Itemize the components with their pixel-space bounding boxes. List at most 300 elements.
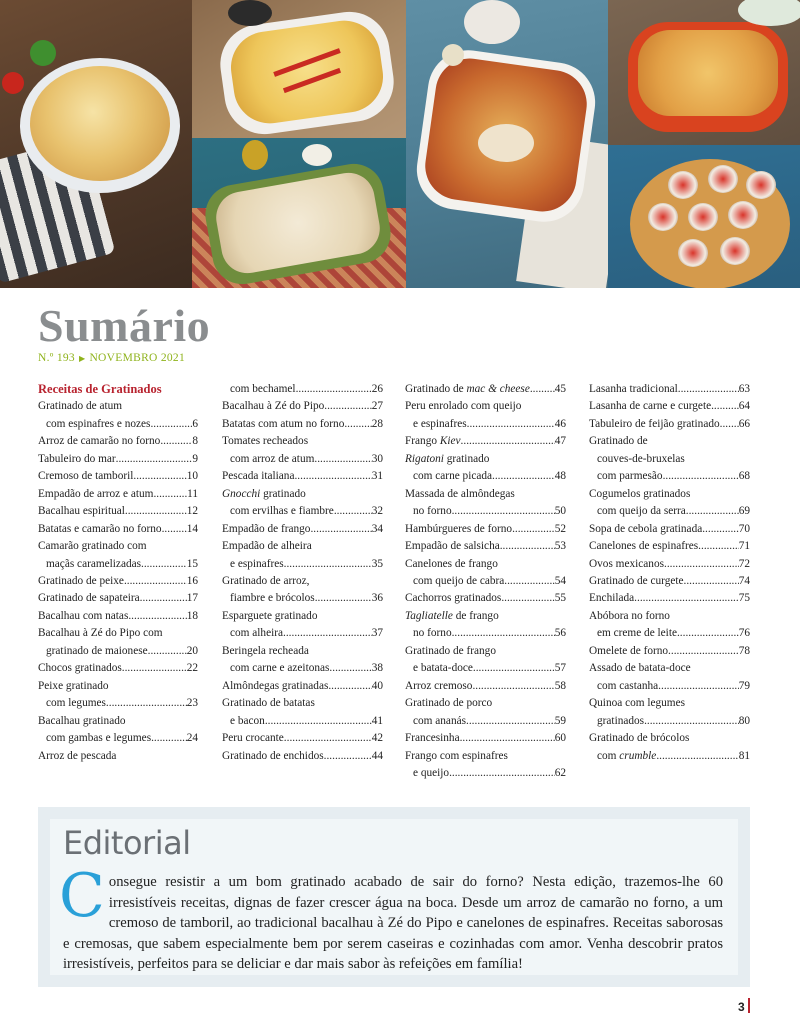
dot-leader [296, 381, 372, 398]
toc-entry-title: Tabuleiro do mar [38, 452, 116, 465]
dot-leader [124, 573, 187, 590]
editorial-text [59, 861, 723, 975]
toc-entry-title: Enchilada [589, 592, 635, 605]
toc-entry-title: com alheira [230, 627, 284, 640]
toc-entry[interactable] [222, 608, 383, 625]
toc-entry[interactable] [405, 416, 566, 433]
toc-entry[interactable] [222, 695, 383, 712]
toc-entry[interactable] [405, 678, 566, 695]
toc-entry[interactable] [589, 695, 750, 712]
toc-entry[interactable] [589, 713, 750, 730]
dot-leader [344, 416, 371, 433]
toc-entry-title: com ervilhas e fiambre [230, 505, 334, 518]
dot-leader [663, 468, 739, 485]
toc-entry[interactable] [38, 748, 198, 765]
dot-leader [141, 556, 187, 573]
toc-entry-title: Gratinado de frango [405, 644, 496, 657]
dot-leader [106, 695, 187, 712]
toc-page-number: 27 [371, 400, 383, 413]
dot-leader [324, 748, 372, 765]
toc-entry[interactable] [222, 468, 383, 485]
toc-entry-title: Peixe gratinado [38, 679, 109, 692]
dot-leader [140, 590, 187, 607]
toc-entry-title: Chocos gratinados [38, 662, 122, 675]
toc-page-number: 48 [554, 470, 566, 483]
dot-leader [162, 521, 187, 538]
toc-entry[interactable] [38, 730, 198, 747]
toc-entry[interactable] [38, 538, 198, 555]
toc-entry[interactable] [589, 521, 750, 538]
toc-entry-title: Batatas e camarão no forno [38, 522, 162, 535]
toc-entry[interactable] [38, 643, 198, 660]
dot-leader [686, 503, 739, 520]
toc-entry-title: com gambas e legumes [46, 732, 152, 745]
toc-page-number: 44 [371, 749, 383, 762]
dot-leader [711, 398, 739, 415]
toc-entry[interactable] [38, 695, 198, 712]
toc-entry-title: Esparguete gratinado [222, 609, 318, 622]
toc-page-number: 6 [192, 417, 198, 430]
dot-leader [501, 590, 554, 607]
toc-entry[interactable] [405, 590, 566, 607]
toc-entry[interactable] [222, 451, 383, 468]
toc-entry-title: Bacalhau gratinado [38, 714, 126, 727]
dot-leader [504, 573, 554, 590]
toc-entry[interactable] [222, 556, 383, 573]
stuffed-mushrooms-photo [608, 145, 800, 288]
toc-entry[interactable] [222, 660, 383, 677]
dot-leader [150, 416, 192, 433]
toc-entry[interactable] [38, 556, 198, 573]
toc-page-number: 42 [371, 732, 383, 745]
toc-entry-title: Bacalhau com natas [38, 609, 129, 622]
toc-entry[interactable] [38, 590, 198, 607]
toc-entry-title: Sopa de cebola gratinada [589, 522, 703, 535]
toc-entry[interactable] [222, 713, 383, 730]
toc-entry[interactable] [222, 521, 383, 538]
toc-entry-title: Empadão de arroz e atum [38, 487, 154, 500]
dot-leader [634, 590, 739, 607]
toc-page-number: 36 [371, 592, 383, 605]
toc-entry-title: e espinafres [413, 417, 467, 430]
toc-entry-title: no forno [413, 627, 452, 640]
page-title: Sumário [38, 300, 211, 351]
rice-gratin-photo [192, 138, 406, 288]
toc-entry[interactable] [222, 625, 383, 642]
toc-entry[interactable] [222, 748, 383, 765]
toc-entry[interactable] [38, 416, 198, 433]
toc-page-number: 26 [371, 383, 383, 395]
toc-entry[interactable] [405, 573, 566, 590]
toc-entry[interactable] [38, 678, 198, 695]
toc-page-number: 63 [738, 383, 750, 395]
toc-entry-title: Gnocchi gratinado [222, 487, 306, 500]
toc-entry-title: Canelones de espinafres [589, 540, 699, 553]
toc-page-number: 9 [192, 452, 198, 465]
toc-entry[interactable] [405, 538, 566, 555]
toc-entry[interactable] [38, 573, 198, 590]
toc-page-number: 62 [554, 766, 566, 779]
toc-entry-title: Pescada italiana [222, 470, 295, 483]
red-baking-dish-photo [608, 0, 800, 145]
editorial-title: Editorial [63, 824, 191, 862]
dot-leader [315, 590, 372, 607]
toc-entry-title: Bacalhau à Zé do Pipo com [38, 627, 163, 640]
toc-page-number: 50 [554, 505, 566, 518]
toc-entry[interactable] [405, 660, 566, 677]
toc-page-number: 47 [554, 435, 566, 448]
toc-entry-title: Peru crocante [222, 732, 284, 745]
triangle-icon: ▶ [78, 354, 86, 363]
toc-entry-title: Batatas com atum no forno [222, 417, 345, 430]
dot-leader [452, 503, 555, 520]
dot-leader [656, 748, 738, 765]
toc-entry-title: Arroz de pescada [38, 749, 117, 762]
toc-entry[interactable] [589, 416, 750, 433]
toc-entry[interactable] [589, 660, 750, 677]
toc-entry-title: Assado de batata-doce [589, 662, 691, 675]
dot-leader [500, 538, 555, 555]
toc-column-4 [589, 381, 750, 765]
toc-entry-title: e espinafres [230, 557, 284, 570]
toc-entry[interactable] [589, 748, 750, 765]
dot-leader [452, 625, 555, 642]
toc-entry-title: couves-de-bruxelas [597, 452, 685, 465]
toc-page-number: 57 [554, 662, 566, 675]
dot-leader [160, 433, 192, 450]
toc-entry[interactable] [405, 503, 566, 520]
toc-page-number: 68 [738, 470, 750, 483]
toc-entry-title: Tabuleiro de feijão gratinado [589, 417, 720, 430]
toc-page-number: 10 [186, 470, 198, 483]
toc-entry-title: Gratinado de [589, 435, 648, 448]
editorial-body: onsegue resistir a um bom gratinado acabado de sair do forno? Nesta edição, trazemos-lhe 60 irresistíveis receitas, dignas de fazer crescer água na boca. Desde um arroz de camarão no forno, a um cremoso de tamboril, ao tradicional bacalhau à Zé do Pipo e canelones de espinafres. Receitas saborosas e cremosas, que sabem especialmente bem por serem caseiras e cozinhadas com amor. Venha descobrir pratos irresistíveis, perfeitos para se deliciar e dar mais sabor às refeições em família! [63, 874, 723, 972]
toc-entry[interactable] [405, 643, 566, 660]
toc-entry-title: e batata-doce [413, 662, 473, 675]
toc-entry[interactable] [222, 486, 383, 503]
sausage-gratin-photo [406, 0, 608, 288]
toc-page-number: 78 [738, 644, 750, 657]
toc-entry[interactable] [405, 468, 566, 485]
toc-entry[interactable] [405, 433, 566, 450]
toc-entry[interactable] [405, 625, 566, 642]
dot-leader [530, 381, 555, 398]
toc-column-2 [222, 381, 383, 765]
toc-page-number: 45 [554, 383, 566, 395]
toc-entry[interactable] [38, 625, 198, 642]
toc-entry[interactable] [589, 538, 750, 555]
toc-entry-title: Cremoso de tamboril [38, 470, 134, 483]
dot-leader [310, 521, 371, 538]
toc-page-number: 81 [738, 749, 750, 762]
toc-page-number: 20 [186, 644, 198, 657]
toc-entry-title: com ananás [413, 714, 467, 727]
toc-entry[interactable] [405, 556, 566, 573]
toc-entry-title: Lasanha de carne e curgete [589, 400, 712, 413]
toc-entry-title: Canelones de frango [405, 557, 498, 570]
toc-entry-title: Cachorros gratinados [405, 592, 502, 605]
toc-page-number: 58 [554, 679, 566, 692]
page-number: 3 [738, 1000, 745, 1014]
toc-entry-title: Hambúrgueres de forno [405, 522, 513, 535]
dot-leader [472, 678, 554, 695]
dot-leader [492, 468, 555, 485]
toc-entry-title: Arroz cremoso [405, 679, 473, 692]
toc-entry-title: Gratinado de sapateira [38, 592, 140, 605]
toc-column-3 [405, 381, 566, 782]
toc-page-number: 71 [738, 540, 750, 553]
toc-page-number: 69 [738, 505, 750, 518]
toc-page-number: 66 [738, 417, 750, 430]
toc-entry-title: Frango com espinafres [405, 749, 508, 762]
toc-entry-title: Gratinado de peixe [38, 574, 124, 587]
toc-entry-title: com arroz de atum [230, 452, 315, 465]
toc-page-number: 55 [554, 592, 566, 605]
dot-leader [460, 730, 555, 747]
toc-entry-title: Ovos mexicanos [589, 557, 664, 570]
toc-entry[interactable] [589, 468, 750, 485]
dot-leader [702, 521, 738, 538]
toc-entry[interactable] [589, 730, 750, 747]
toc-entry-title: gratinado de maionese [46, 644, 148, 657]
toc-entry-title: Camarão gratinado com [38, 540, 147, 553]
toc-entry[interactable] [405, 451, 566, 468]
toc-entry-title: com queijo de cabra [413, 574, 505, 587]
toc-entry-title: Gratinado de mac & cheese [405, 383, 530, 395]
dot-leader [265, 713, 372, 730]
toc-entry[interactable] [405, 486, 566, 503]
toc-entry[interactable] [589, 643, 750, 660]
toc-entry[interactable] [589, 556, 750, 573]
dot-leader [133, 468, 186, 485]
toc-entry-title: com queijo da serra [597, 505, 686, 518]
toc-entry-title: Bacalhau espiritual [38, 505, 125, 518]
toc-entry-title: Empadão de alheira [222, 540, 312, 553]
toc-entry[interactable] [405, 521, 566, 538]
toc-entry-title: com espinafres e nozes [46, 417, 151, 430]
toc-page-number: 18 [186, 609, 198, 622]
toc-entry[interactable] [589, 381, 750, 398]
issue-date: NOVEMBRO 2021 [89, 352, 186, 364]
dot-leader [328, 678, 371, 695]
toc-entry[interactable] [222, 416, 383, 433]
toc-entry[interactable] [589, 433, 750, 450]
toc-entry[interactable] [38, 521, 198, 538]
toc-page-number: 14 [186, 522, 198, 535]
toc-entry[interactable] [38, 713, 198, 730]
toc-page-number: 64 [738, 400, 750, 413]
mashed-potato-gratin-photo [192, 0, 406, 138]
dot-leader [677, 625, 739, 642]
dot-leader [329, 660, 371, 677]
toc-entry[interactable] [589, 451, 750, 468]
dot-leader [122, 660, 187, 677]
toc-entry-title: Gratinado de brócolos [589, 732, 690, 745]
toc-entry-title: Gratinado de atum [38, 400, 123, 413]
toc-page-number: 16 [186, 574, 198, 587]
toc-entry[interactable] [405, 381, 566, 398]
dot-leader [668, 643, 739, 660]
toc-entry-title: Bacalhau à Zé do Pipo [222, 400, 325, 413]
dot-leader [512, 521, 555, 538]
dot-leader [658, 678, 739, 695]
toc-page-number: 8 [192, 435, 198, 448]
toc-page-number: 79 [738, 679, 750, 692]
toc-entry[interactable] [38, 451, 198, 468]
toc-entry[interactable] [589, 625, 750, 642]
dot-leader [151, 730, 187, 747]
toc-entry[interactable] [38, 433, 198, 450]
toc-page-number: 60 [554, 732, 566, 745]
toc-page-number: 59 [554, 714, 566, 727]
dot-leader [284, 730, 372, 747]
toc-entry[interactable] [38, 468, 198, 485]
toc-entry-title: Gratinado de curgete [589, 574, 684, 587]
dot-leader [283, 625, 372, 642]
toc-entry[interactable] [222, 643, 383, 660]
toc-entry-title: Gratinado de enchidos [222, 749, 324, 762]
toc-entry[interactable] [222, 573, 383, 590]
toc-page-number: 72 [738, 557, 750, 570]
toc-entry[interactable] [405, 608, 566, 625]
toc-entry[interactable] [589, 503, 750, 520]
toc-entry[interactable] [589, 608, 750, 625]
toc-page-number: 70 [738, 522, 750, 535]
toc-page-number: 24 [186, 732, 198, 745]
toc-entry-title: Almôndegas gratinadas [222, 679, 329, 692]
toc-page-number: 22 [186, 662, 198, 675]
section-heading: Receitas de Gratinados [38, 382, 162, 396]
toc-entry[interactable] [222, 730, 383, 747]
dot-leader [473, 660, 555, 677]
toc-entry[interactable] [589, 398, 750, 415]
toc-entry[interactable] [222, 503, 383, 520]
toc-entry-title: Massada de almôndegas [405, 487, 515, 500]
issue-info [38, 352, 185, 364]
drop-cap: C [59, 861, 105, 931]
toc-page-number: 74 [738, 574, 750, 587]
dot-leader [684, 573, 739, 590]
toc-page-number: 32 [371, 505, 383, 518]
toc-entry[interactable] [222, 678, 383, 695]
dot-leader [128, 608, 186, 625]
toc-entry-title: Quinoa com legumes [589, 697, 686, 710]
toc-column-1 [38, 381, 198, 765]
toc-entry[interactable] [405, 765, 566, 782]
toc-entry-title: no forno [413, 505, 452, 518]
toc-page-number: 41 [371, 714, 383, 727]
potato-gratin-photo [0, 0, 192, 288]
toc-entry[interactable] [38, 660, 198, 677]
toc-entry[interactable] [589, 590, 750, 607]
toc-entry-title: fiambre e brócolos [230, 592, 315, 605]
dot-leader [148, 643, 187, 660]
dot-leader [116, 451, 193, 468]
toc-page-number: 12 [186, 505, 198, 518]
toc-entry-title: Arroz de camarão no forno [38, 435, 161, 448]
dot-leader [720, 416, 739, 433]
dot-leader [125, 503, 187, 520]
dot-leader [698, 538, 739, 555]
toc-page-number: 80 [738, 714, 750, 727]
toc-page-number: 31 [371, 470, 383, 483]
toc-entry-title: Abóbora no forno [589, 609, 670, 622]
toc-entry-title: Empadão de frango [222, 522, 311, 535]
toc-entry-title: Tomates recheados [222, 435, 309, 448]
toc-entry-title: Peru enrolado com queijo [405, 400, 522, 413]
dot-leader [294, 468, 371, 485]
dot-leader [461, 433, 555, 450]
toc-entry-title: e bacon [230, 714, 265, 727]
toc-entry-title: com parmesão [597, 470, 663, 483]
toc-entry[interactable] [222, 398, 383, 415]
dot-leader [678, 381, 739, 398]
toc-entry[interactable] [38, 398, 198, 415]
toc-entry-title: com bechamel [230, 383, 296, 395]
toc-entry-title: com crumble [597, 749, 657, 762]
toc-page-number: 38 [371, 662, 383, 675]
toc-entry[interactable] [222, 433, 383, 450]
toc-entry-title: Rigatoni gratinado [405, 452, 490, 465]
toc-entry-title: Gratinado de batatas [222, 697, 315, 710]
dot-leader [314, 451, 371, 468]
dot-leader [467, 416, 555, 433]
toc-entry[interactable] [222, 590, 383, 607]
toc-entry[interactable] [405, 398, 566, 415]
toc-page-number: 52 [554, 522, 566, 535]
toc-entry[interactable] [222, 381, 383, 398]
toc-page-number: 17 [186, 592, 198, 605]
dot-leader [664, 556, 739, 573]
toc-entry-title: com castanha [597, 679, 659, 692]
toc-entry-title: com carne e azeitonas [230, 662, 330, 675]
toc-entry[interactable] [405, 730, 566, 747]
dot-leader [644, 713, 739, 730]
dot-leader [153, 486, 187, 503]
toc-page-number: 54 [554, 574, 566, 587]
toc-entry[interactable] [589, 573, 750, 590]
page-number-bar [748, 998, 750, 1013]
toc-page-number: 35 [371, 557, 383, 570]
toc-entry[interactable] [589, 486, 750, 503]
toc-entry-title: Frango Kiev [405, 435, 461, 448]
toc-entry-title: Francesinha [405, 732, 460, 745]
dot-leader [324, 398, 371, 415]
toc-entry-title: gratinados [597, 714, 645, 727]
toc-entry[interactable] [405, 713, 566, 730]
toc-entry-title: em creme de leite [597, 627, 677, 640]
toc-entry[interactable] [589, 678, 750, 695]
toc-entry-title: Lasanha tradicional [589, 383, 678, 395]
dot-leader [284, 556, 372, 573]
toc-page-number: 34 [371, 522, 383, 535]
dot-leader [449, 765, 555, 782]
toc-entry[interactable] [38, 486, 198, 503]
toc-entry[interactable] [38, 503, 198, 520]
toc-entry[interactable] [405, 695, 566, 712]
toc-entry-title: Beringela recheada [222, 644, 309, 657]
toc-page-number: 28 [371, 417, 383, 430]
issue-number: N.º 193 [38, 352, 75, 364]
toc-page-number: 56 [554, 627, 566, 640]
toc-entry-title: Gratinado de arroz, [222, 574, 310, 587]
toc-page-number: 53 [554, 540, 566, 553]
toc-entry[interactable] [222, 538, 383, 555]
toc-entry[interactable] [405, 748, 566, 765]
toc-page-number: 11 [187, 487, 198, 500]
toc-entry[interactable] [38, 608, 198, 625]
toc-entry-title: Empadão de salsicha [405, 540, 500, 553]
